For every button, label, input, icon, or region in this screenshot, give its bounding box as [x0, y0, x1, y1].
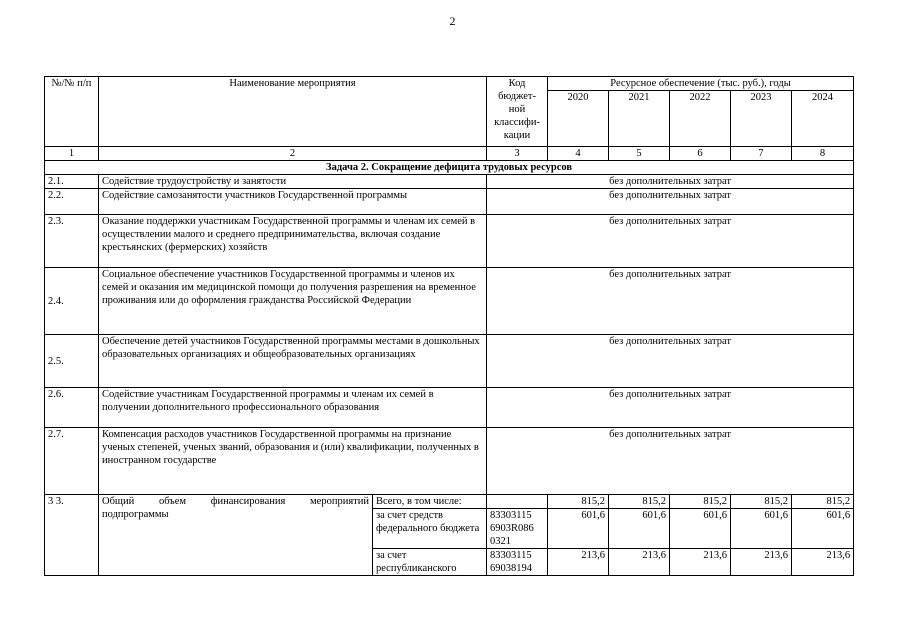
column-numbers-row	[45, 147, 854, 161]
total-row	[45, 495, 854, 509]
page-number: 2	[449, 14, 456, 28]
row-name: Содействие самозанятости участников Государственной программы	[99, 189, 487, 215]
num-header: №/№ п/п	[45, 77, 99, 147]
amount-cell: 815,2	[609, 495, 670, 509]
year-header: 2024	[792, 91, 854, 147]
table-row	[45, 175, 854, 189]
column-number: 1	[45, 147, 99, 161]
task-title: Задача 2. Сокращение дефицита трудовых ресурсов	[45, 161, 854, 175]
amount-cell: 213,6	[731, 549, 792, 576]
row-name: Содействие трудоустройству и занятости	[99, 175, 487, 189]
budget-code: 83303115 69038194	[487, 549, 548, 576]
row-note: без дополнительных затрат	[487, 335, 854, 388]
year-header: 2023	[731, 91, 792, 147]
amount-cell: 601,6	[548, 509, 609, 549]
table-row	[45, 428, 854, 495]
amount-cell: 601,6	[731, 509, 792, 549]
row-number: 2.5.	[45, 335, 99, 388]
row-name: Содействие участникам Государственной программы и членам их семей в получении дополнительного профессионального образования	[99, 388, 487, 428]
row-name: Компенсация расходов участников Государственной программы на признание ученых степеней, ученых званий, образования и (или) квалификации, полученных в иностранном государстве	[99, 428, 487, 495]
amount-cell: 213,6	[670, 549, 731, 576]
row-number: 2.4.	[45, 268, 99, 335]
column-number: 3	[487, 147, 548, 161]
amount-cell: 213,6	[792, 549, 854, 576]
amount-cell: 601,6	[609, 509, 670, 549]
row-note: без дополнительных затрат	[487, 189, 854, 215]
row-name: Обеспечение детей участников Государственной программы местами в дошкольных образовательных организациях и общеобразовательных организациях	[99, 335, 487, 388]
row-name: Социальное обеспечение участников Государственной программы и членов их семей и оказания им медицинской помощи до получения разрешения на временное проживания или до оформления гражданства Российской Федерации	[99, 268, 487, 335]
year-header: 2020	[548, 91, 609, 147]
financing-table	[44, 76, 854, 576]
row-number: 2.6.	[45, 388, 99, 428]
row-number: 2.7.	[45, 428, 99, 495]
code-header: Код бюджет-ной классифи-кации	[487, 77, 548, 147]
resources-header: Ресурсное обеспечение (тыс. руб.), годы	[548, 77, 854, 91]
amount-cell: 213,6	[548, 549, 609, 576]
amount-cell: 815,2	[792, 495, 854, 509]
row-note: без дополнительных затрат	[487, 215, 854, 268]
funding-source-label: за счет средств федерального бюджета	[373, 509, 487, 549]
total-name: Общий объем финансирования мероприятий подпрограммы	[99, 495, 373, 576]
amount-cell: 601,6	[670, 509, 731, 549]
row-number: 2.3.	[45, 215, 99, 268]
row-number: 2.2.	[45, 189, 99, 215]
column-number: 4	[548, 147, 609, 161]
row-name: Оказание поддержки участникам Государственной программы и членам их семей в осуществлении малого и среднего предпринимательства, включая создание крестьянских (фермерских) хозяйств	[99, 215, 487, 268]
amount-cell: 213,6	[609, 549, 670, 576]
amount-cell: 815,2	[670, 495, 731, 509]
year-header: 2021	[609, 91, 670, 147]
column-number: 6	[670, 147, 731, 161]
table-row	[45, 335, 854, 388]
funding-source-label: Всего, в том числе:	[373, 495, 487, 509]
column-number: 5	[609, 147, 670, 161]
column-number: 7	[731, 147, 792, 161]
row-note: без дополнительных затрат	[487, 175, 854, 189]
row-note: без дополнительных затрат	[487, 268, 854, 335]
table-row	[45, 268, 854, 335]
column-number: 8	[792, 147, 854, 161]
row-note: без дополнительных затрат	[487, 388, 854, 428]
task-row	[45, 161, 854, 175]
row-note: без дополнительных затрат	[487, 428, 854, 495]
total-number: 3 3.	[45, 495, 99, 576]
funding-source-label: за счет республиканского	[373, 549, 487, 576]
table-row	[45, 189, 854, 215]
table-row	[45, 388, 854, 428]
year-header: 2022	[670, 91, 731, 147]
column-number: 2	[99, 147, 487, 161]
row-number: 2.1.	[45, 175, 99, 189]
name-header: Наименование мероприятия	[99, 77, 487, 147]
amount-cell: 815,2	[731, 495, 792, 509]
amount-cell: 815,2	[548, 495, 609, 509]
budget-code	[487, 495, 548, 509]
table-row	[45, 215, 854, 268]
header-row	[45, 77, 854, 91]
budget-code: 83303115 6903R086 0321	[487, 509, 548, 549]
amount-cell: 601,6	[792, 509, 854, 549]
